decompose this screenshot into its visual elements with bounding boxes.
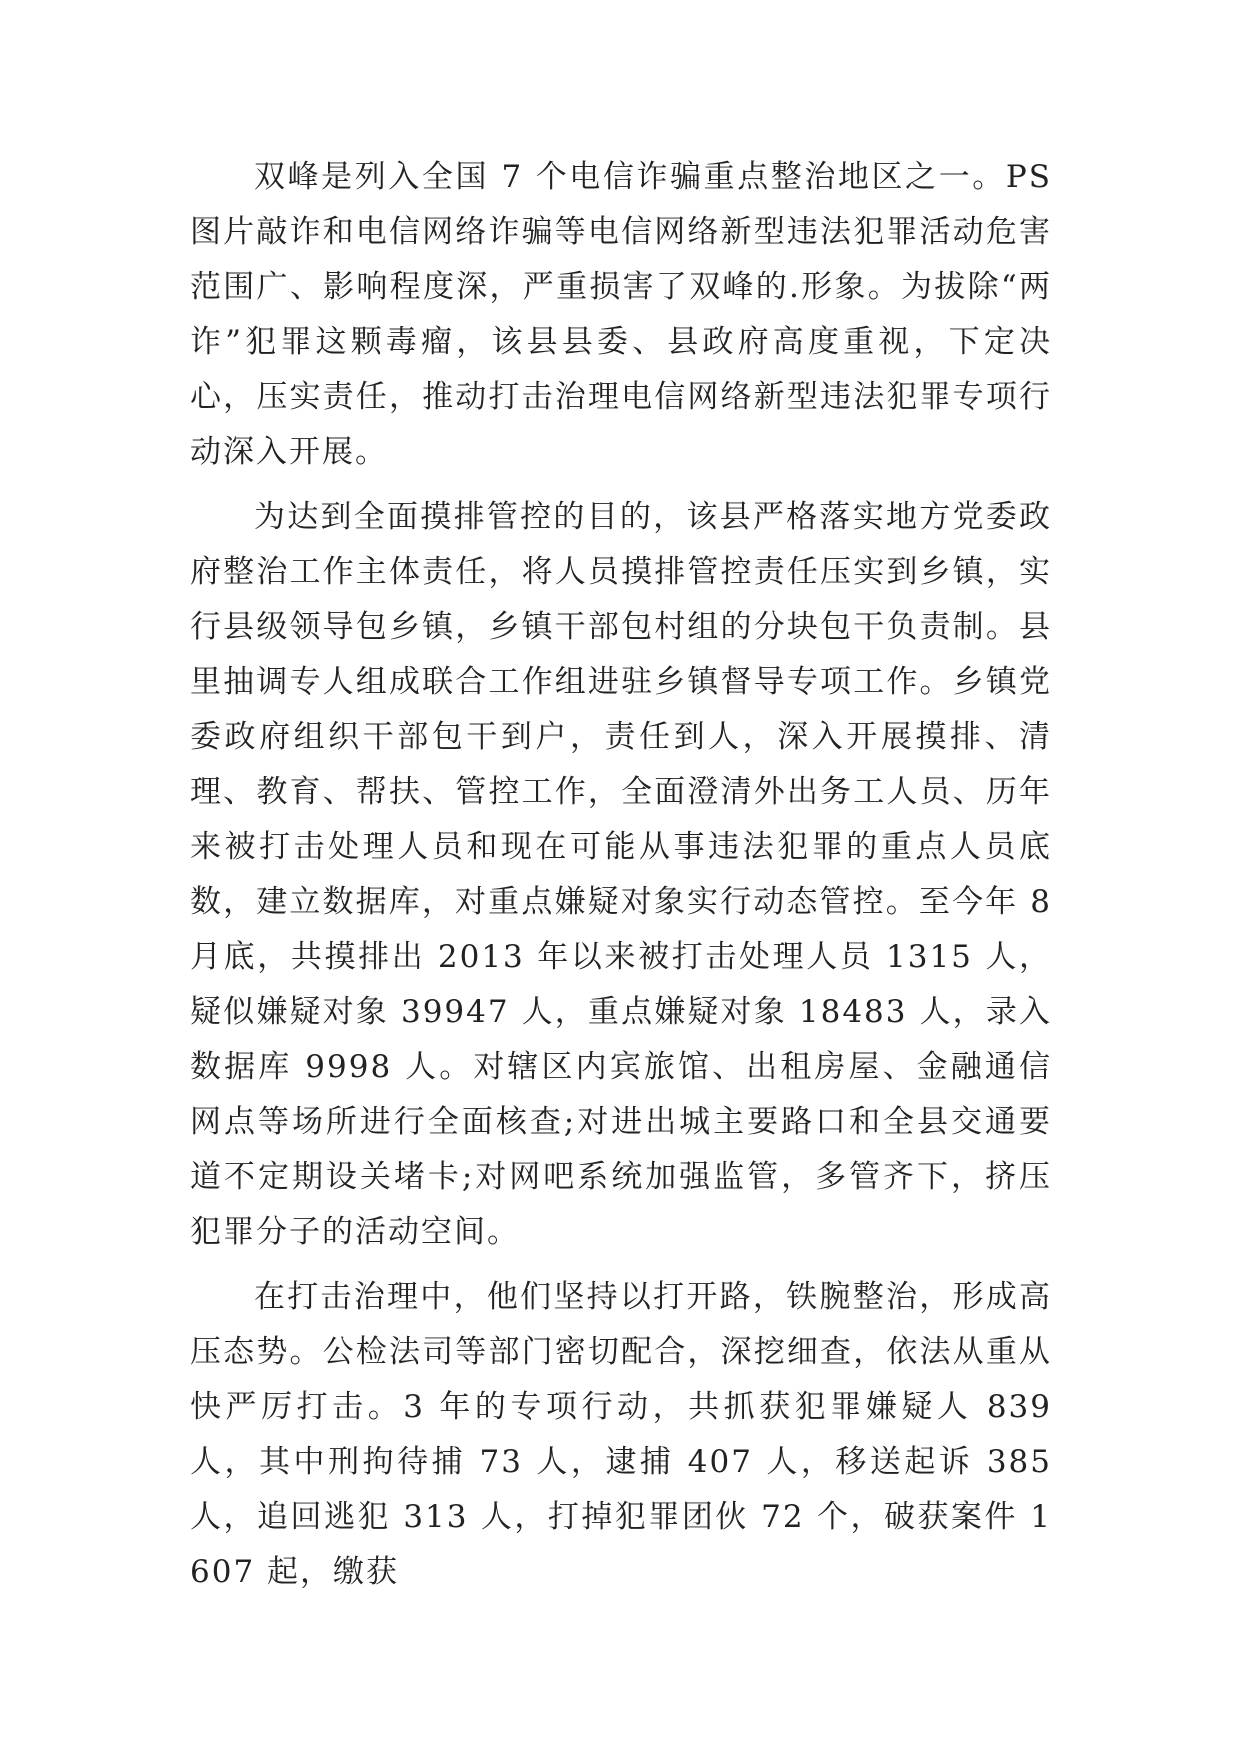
paragraph-2: 为达到全面摸排管控的目的，该县严格落实地方党委政府整治工作主体责任，将人员摸排管控责任压实到乡镇，实行县级领导包乡镇，乡镇干部包村组的分块包干负责制。县里抽调专人组成联合工作组进驻乡镇督导专项工作。乡镇党委政府组织干部包干到户，责任到人，深入开展摸排、清理、教育、帮扶、管控工作，全面澄清外出务工人员、历年来被打击处理人员和现在可能从事违法犯罪的重点人员底数，建立数据库，对重点嫌疑对象实行动态管控。至今年 8 月底，共摸排出 2013 年以来被打击处理人员 1315 人，疑似嫌疑对象 39947 人，重点嫌疑对象 18483 人，录入数据库 9998 人。对辖区内宾旅馆、出租房屋、金融通信网点等场所进行全面核查;对进出城主要路口和全县交通要道不定期设关堵卡;对网吧系统加强监管，多管齐下，挤压犯罪分子的活动空间。 bbox=[190, 499, 1052, 1250]
document-body bbox=[190, 150, 1052, 1610]
paragraph-1: 双峰是列入全国 7 个电信诈骗重点整治地区之一。PS 图片敲诈和电信网络诈骗等电信网络新型违法犯罪活动危害范围广、影响程度深，严重损害了双峰的.形象。为拔除“两诈”犯罪这颗毒瘤，该县县委、县政府高度重视，下定决心，压实责任，推动打击治理电信网络新型违法犯罪专项行动深入开展。 bbox=[190, 159, 1052, 470]
paragraph-3: 在打击治理中，他们坚持以打开路，铁腕整治，形成高压态势。公检法司等部门密切配合，深挖细查，依法从重从快严厉打击。3 年的专项行动，共抓获犯罪嫌疑人 839 人，其中刑拘待捕 73 人，逮捕 407 人，移送起诉 385 人，追回逃犯 313 人，打掉犯罪团伙 72 个，破获案件 1607 起，缴获 bbox=[190, 1279, 1052, 1590]
